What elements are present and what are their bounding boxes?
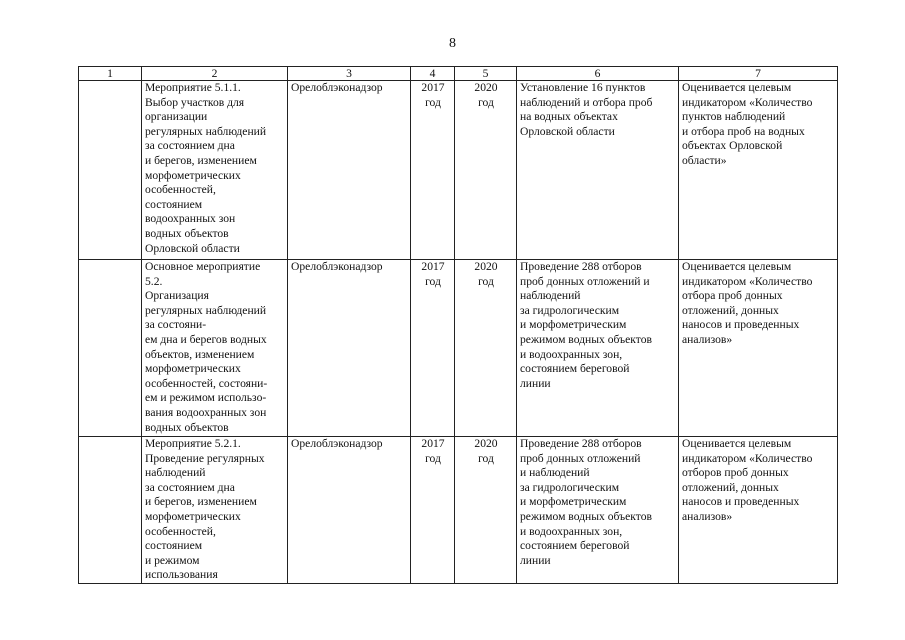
row-number-cell [79, 260, 142, 437]
measure-name-cell: Основное мероприятие 5.2. Организация регулярных наблюдений за состояни- ем дна и берегов водных объектов, изменением морфометрических особенностей, состояни- ем и режимом использо- вания водоохранных зон водных объектов [142, 260, 288, 437]
column-header-4: 4 [411, 67, 455, 81]
table-row [79, 81, 838, 260]
end-year-cell: 2020 год [455, 260, 517, 437]
indicator-cell: Оценивается целевым индикатором «Количество отбора проб донных отложений, донных наносов и проведенных анализов» [679, 260, 838, 437]
indicator-cell: Оценивается целевым индикатором «Количество отборов проб донных отложений, донных наносов и проведенных анализов» [679, 437, 838, 584]
end-year-cell: 2020 год [455, 437, 517, 584]
executor-cell: Орелоблэконадзор [288, 81, 411, 260]
column-header-1: 1 [79, 67, 142, 81]
measure-name-cell: Мероприятие 5.2.1. Проведение регулярных наблюдений за состоянием дна и берегов, изменением морфометрических особенностей, состоянием и режимом использования [142, 437, 288, 584]
measures-table [78, 66, 838, 584]
measure-name-cell: Мероприятие 5.1.1. Выбор участков для организации регулярных наблюдений за состоянием дна и берегов, изменением морфометрических особенностей, состоянием водоохранных зон водных объектов Орловской области [142, 81, 288, 260]
start-year-cell: 2017 год [411, 437, 455, 584]
expected-result-cell: Установление 16 пунктов наблюдений и отбора проб на водных объектах Орловской области [517, 81, 679, 260]
row-number-cell [79, 437, 142, 584]
start-year-cell: 2017 год [411, 260, 455, 437]
expected-result-cell: Проведение 288 отборов проб донных отложений и наблюдений за гидрологическим и морфометрическим режимом водных объектов и водоохранных зон, состоянием береговой линии [517, 437, 679, 584]
column-header-2: 2 [142, 67, 288, 81]
expected-result-cell: Проведение 288 отборов проб донных отложений и наблюдений за гидрологическим и морфометрическим режимом водных объектов и водоохранных зон, состоянием береговой линии [517, 260, 679, 437]
indicator-cell: Оценивается целевым индикатором «Количество пунктов наблюдений и отбора проб на водных объектах Орловской области» [679, 81, 838, 260]
column-header-5: 5 [455, 67, 517, 81]
page-number: 8 [449, 36, 456, 51]
executor-cell: Орелоблэконадзор [288, 437, 411, 584]
column-header-3: 3 [288, 67, 411, 81]
table-row [79, 437, 838, 584]
executor-cell: Орелоблэконадзор [288, 260, 411, 437]
column-header-7: 7 [679, 67, 838, 81]
row-number-cell [79, 81, 142, 260]
start-year-cell: 2017 год [411, 81, 455, 260]
end-year-cell: 2020 год [455, 81, 517, 260]
header-row [79, 67, 838, 81]
table-row [79, 260, 838, 437]
column-header-6: 6 [517, 67, 679, 81]
